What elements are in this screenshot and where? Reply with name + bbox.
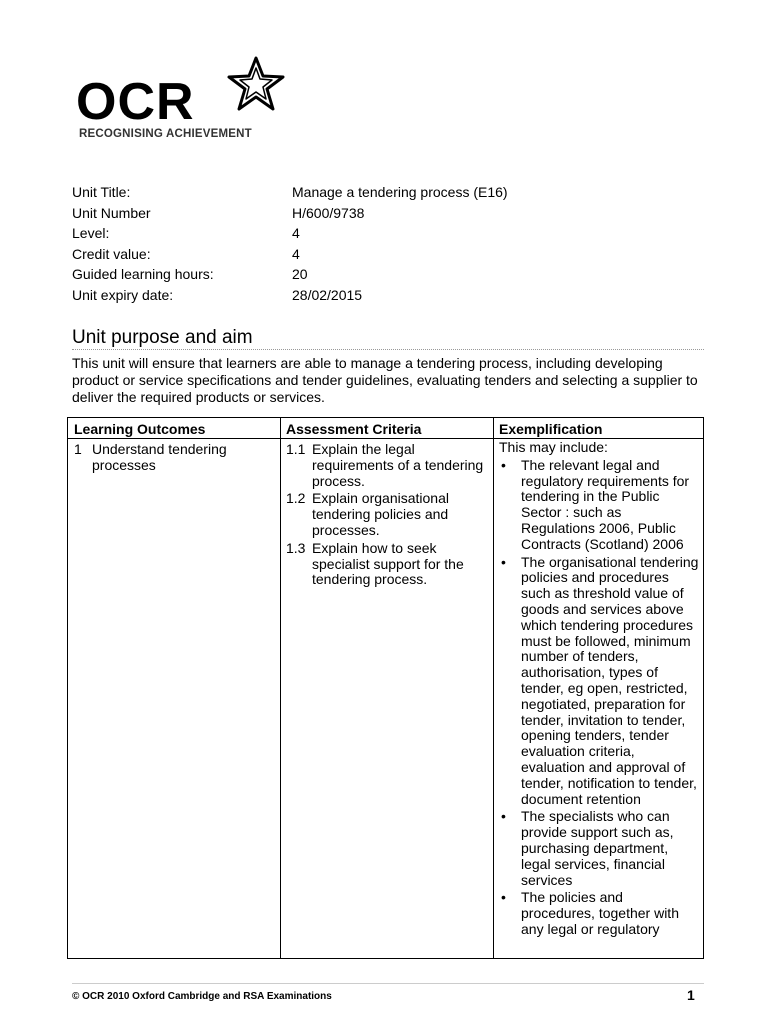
exemplification-text: The relevant legal and regulatory requirements for tendering in the Public Sector : such as Regulations 2006, Public Contracts (Scotland) 2006 bbox=[521, 456, 690, 552]
criterion-number: 1.3 bbox=[286, 539, 306, 556]
criterion-item bbox=[286, 442, 486, 489]
unit-info-label: Level: bbox=[72, 225, 110, 242]
exemplification-bullet-item bbox=[499, 458, 699, 553]
criterion-item bbox=[286, 491, 486, 538]
unit-info-label: Guided learning hours: bbox=[72, 266, 214, 283]
unit-info-label: Unit expiry date: bbox=[72, 286, 174, 303]
bullet-icon: • bbox=[501, 889, 506, 906]
exemplification-text: The policies and procedures, together with any legal or regulatory bbox=[521, 889, 679, 937]
criterion-number: 1.1 bbox=[286, 441, 306, 457]
column-divider bbox=[280, 418, 281, 958]
unit-info-value: 20 bbox=[292, 266, 308, 283]
header-assessment-criteria: Assessment Criteria bbox=[286, 421, 422, 437]
unit-info-value: Manage a tendering process (E16) bbox=[292, 184, 508, 200]
unit-info-value: 4 bbox=[292, 245, 300, 262]
logo-tagline: RECOGNISING ACHIEVEMENT bbox=[79, 128, 252, 140]
exemplification-text: The specialists who can provide support such as, purchasing department, legal services, financial services bbox=[521, 808, 674, 888]
page-number: 1 bbox=[687, 987, 695, 1003]
exemplification-cell bbox=[499, 440, 699, 940]
assessment-criteria-cell bbox=[286, 442, 486, 590]
unit-info-label: Credit value: bbox=[72, 245, 151, 262]
header-learning-outcomes: Learning Outcomes bbox=[74, 421, 206, 437]
exemplification-bullet-item bbox=[499, 555, 699, 808]
bullet-icon: • bbox=[501, 456, 506, 473]
star-icon bbox=[226, 56, 286, 112]
ocr-logo bbox=[76, 56, 296, 151]
exemplification-text: The organisational tendering policies and procedures such as threshold value of goods and services above which tendering procedures must be followed, minimum number of tenders, authorisation, types of tender, eg open, restricted, negotiated, preparation for tender, invitation to tender, opening tenders, tender evaluation criteria, evaluation and approval of tender, notification to tender, document retention bbox=[521, 553, 699, 807]
unit-info-label: Unit Title: bbox=[72, 184, 131, 200]
learning-outcome-text: Understand tendering processes bbox=[92, 441, 227, 473]
criterion-text: Explain how to seek specialist support for the tendering process. bbox=[312, 539, 464, 588]
exemplification-intro: This may include: bbox=[499, 439, 608, 455]
criterion-text: Explain the legal requirements of a tendering process. bbox=[312, 441, 484, 489]
footer-copyright: © OCR 2010 Oxford Cambridge and RSA Examinations bbox=[72, 991, 332, 1002]
criterion-text: Explain organisational tendering policies and processes. bbox=[312, 490, 449, 538]
exemplification-bullet-item bbox=[499, 890, 699, 937]
learning-outcome-number: 1 bbox=[74, 441, 82, 457]
intro-paragraph: This unit will ensure that learners are able to manage a tendering process, including developing product or service specifications and tender guidelines, evaluating tenders and selecting a supplier to deliver the required products or services. bbox=[72, 355, 698, 405]
section-divider bbox=[72, 349, 704, 350]
criterion-item bbox=[286, 541, 486, 588]
unit-info-value: 4 bbox=[292, 225, 300, 242]
bullet-icon: • bbox=[501, 808, 506, 825]
footer-divider bbox=[72, 983, 704, 984]
bullet-icon: • bbox=[501, 553, 506, 570]
exemplification-bullet-item bbox=[499, 809, 699, 888]
section-heading: Unit purpose and aim bbox=[72, 327, 253, 348]
header-exemplification: Exemplification bbox=[499, 421, 603, 437]
column-divider bbox=[493, 418, 494, 958]
unit-info-value: 28/02/2015 bbox=[292, 286, 363, 303]
unit-info-value: H/600/9738 bbox=[292, 204, 365, 221]
logo-wordmark: OCR bbox=[76, 73, 195, 131]
outcomes-table bbox=[67, 417, 704, 959]
criterion-number: 1.2 bbox=[286, 490, 306, 507]
unit-info-label: Unit Number bbox=[72, 204, 151, 221]
